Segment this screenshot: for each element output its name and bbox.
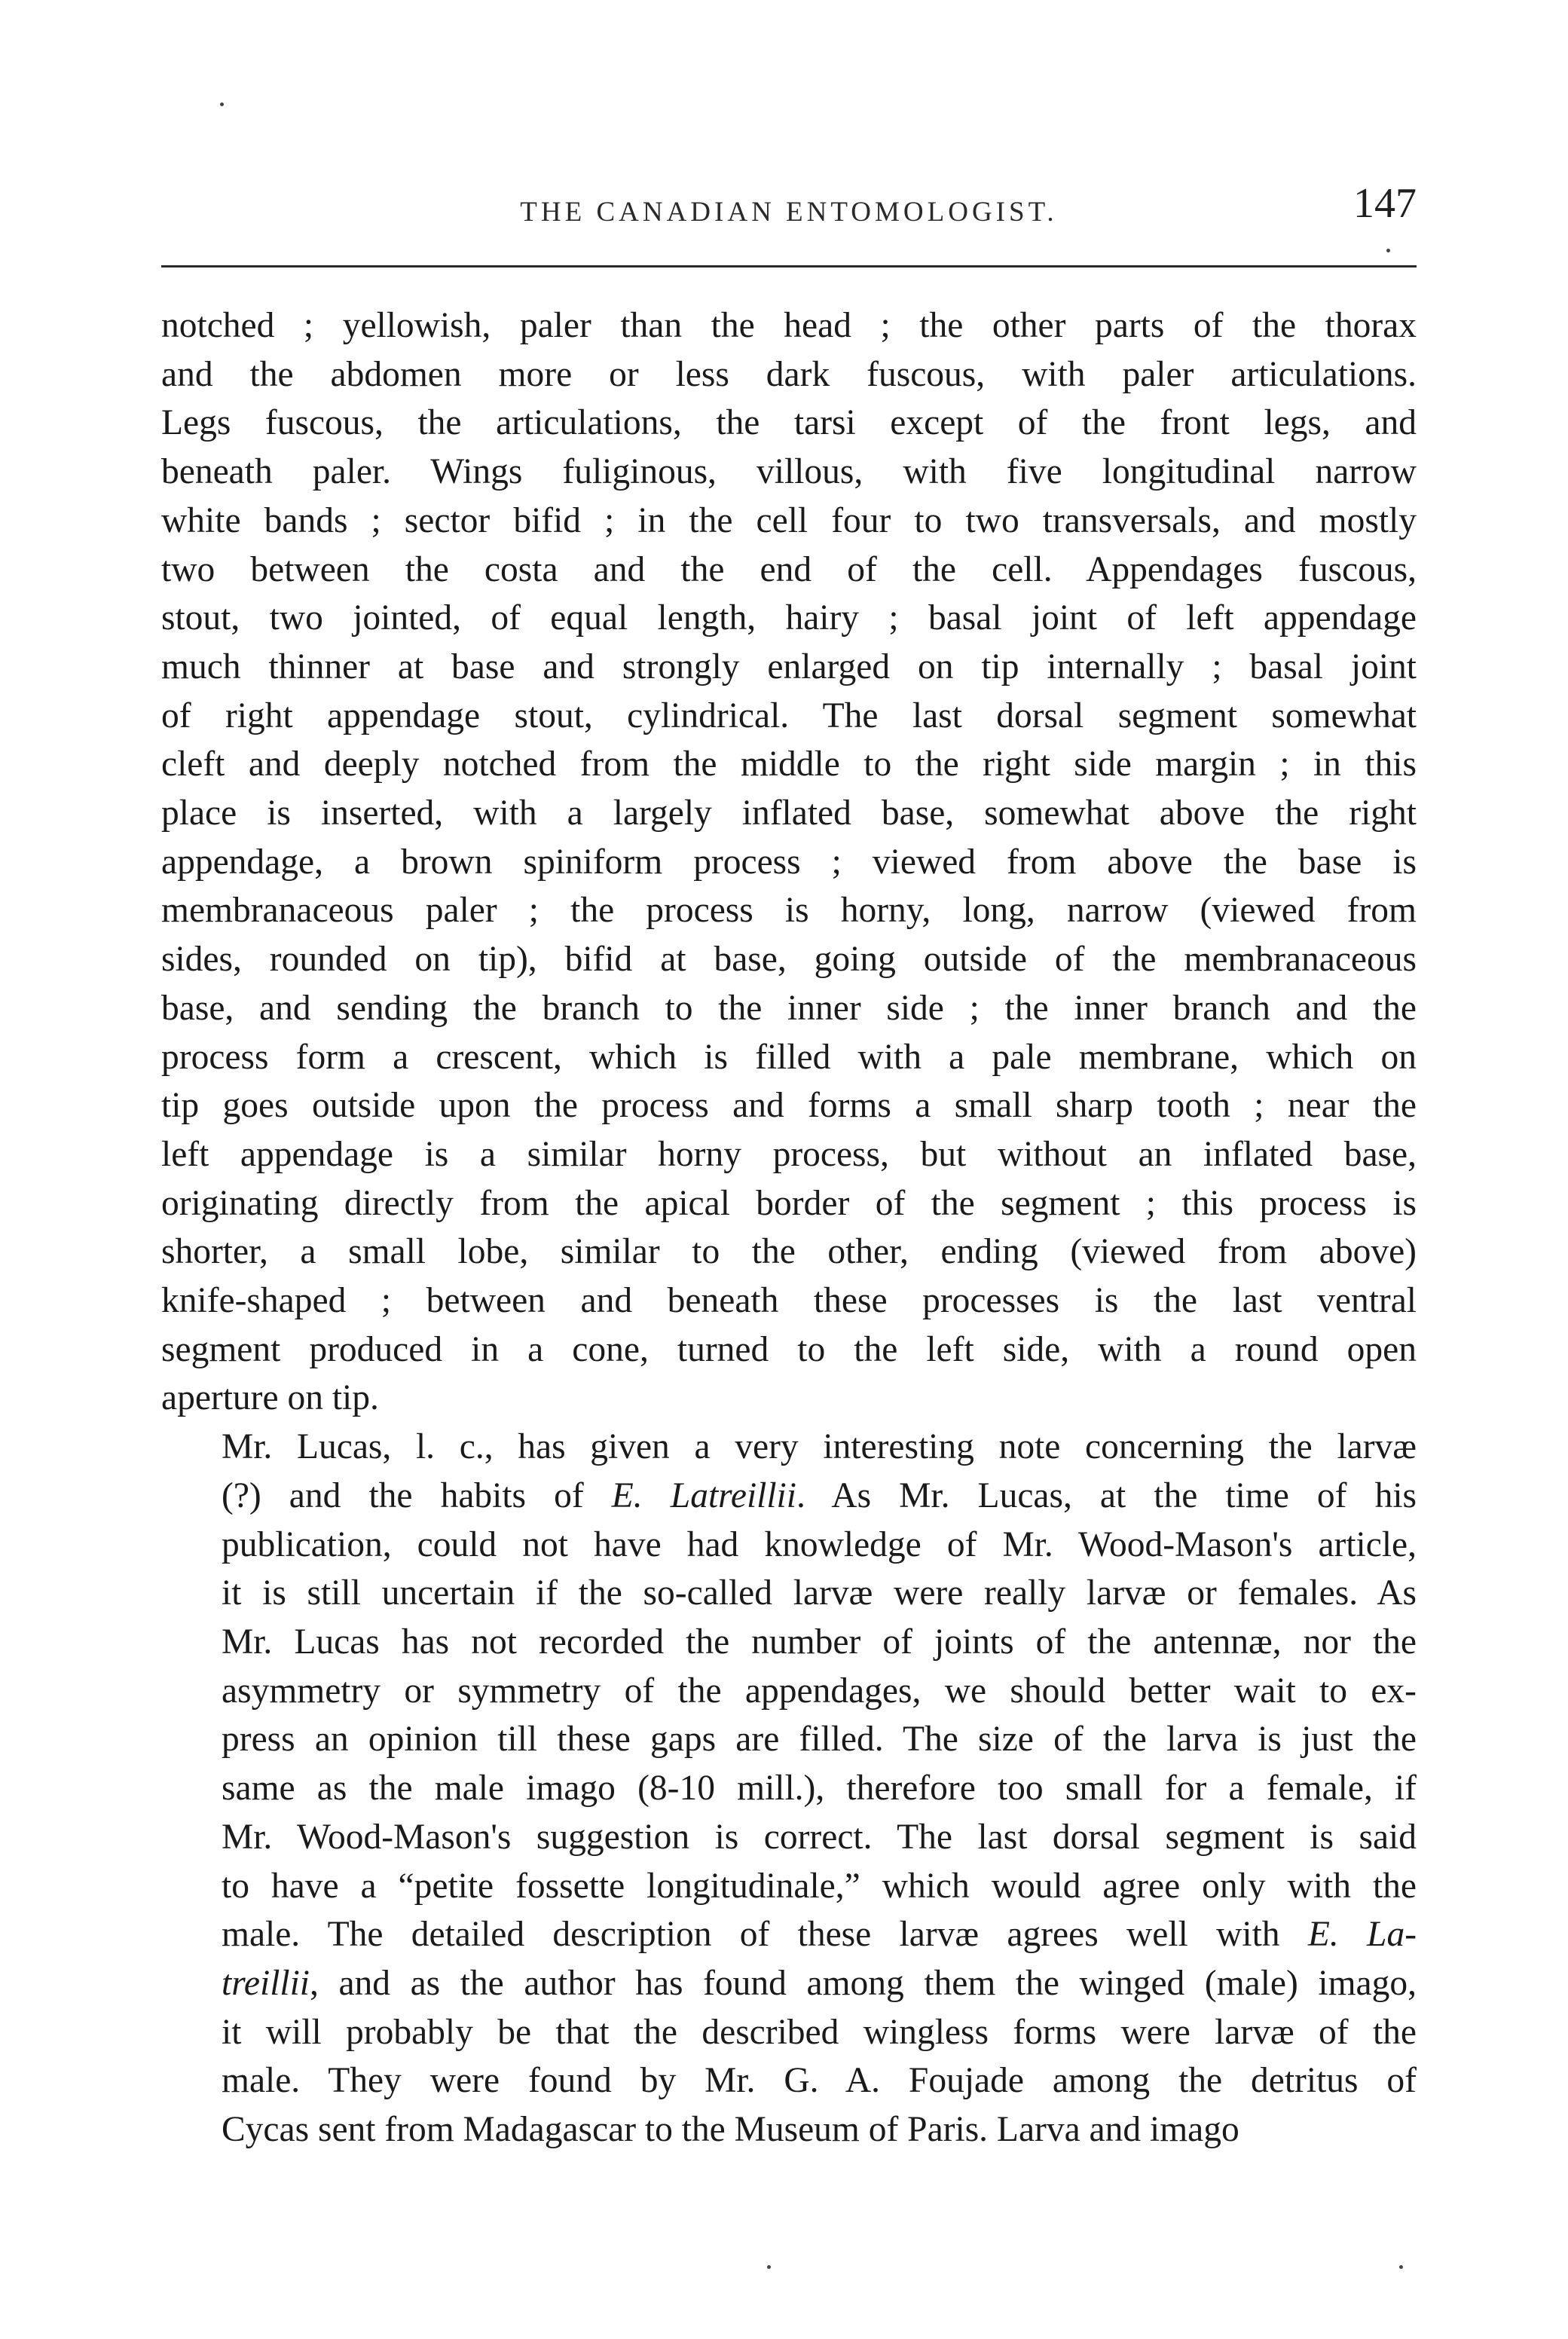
print-speck <box>1386 249 1390 252</box>
text-line: asymmetry or symmetry of the appendages, we should better wait to ex- <box>222 1671 1417 1711</box>
text-line: white bands ; sector bifid ; in the cell four to two transversals, and mostly <box>161 500 1417 540</box>
running-head <box>161 179 1417 240</box>
text-line: Mr. Wood-Mason's suggestion is correct. The last dorsal segment is said <box>222 1817 1417 1857</box>
text-line: treillii, and as the author has found among them the winged (male) imago, <box>222 1963 1417 2003</box>
text-line: membranaceous paler ; the process is horny, long, narrow (viewed from <box>161 891 1417 931</box>
text-line: male. They were found by Mr. G. A. Foujade among the detritus of <box>222 2061 1417 2101</box>
text-line: shorter, a small lobe, similar to the other, ending (viewed from above) <box>161 1232 1417 1272</box>
text-line: originating directly from the apical border of the segment ; this process is <box>161 1183 1417 1223</box>
text-line: aperture on tip. <box>161 1378 379 1418</box>
text-line: of right appendage stout, cylindrical. The last dorsal segment somewhat <box>161 696 1417 735</box>
text-line: notched ; yellowish, paler than the head ; the other parts of the thorax <box>161 306 1417 345</box>
text-line: Legs fuscous, the articulations, the tarsi except of the front legs, and <box>161 403 1417 443</box>
text-line: it will probably be that the described wingless forms were larvæ of the <box>222 2012 1417 2052</box>
body-text <box>161 301 1417 2154</box>
text-line: process form a crescent, which is filled with a pale membrane, which on <box>161 1037 1417 1077</box>
text-line: left appendage is a similar horny process, but without an inflated base, <box>161 1134 1417 1174</box>
text-line: same as the male imago (8-10 mill.), therefore too small for a female, if <box>222 1769 1417 1809</box>
page-number: 147 <box>1353 180 1417 227</box>
text-line: publication, could not have had knowledge of Mr. Wood-Mason's article, <box>222 1524 1417 1564</box>
text-line: it is still uncertain if the so-called larvæ were really larvæ or females. As <box>222 1573 1417 1613</box>
header-rule <box>161 265 1417 268</box>
paragraph <box>161 301 1417 1423</box>
text-line: appendage, a brown spiniform process ; viewed from above the base is <box>161 842 1417 882</box>
text-line: Mr. Lucas has not recorded the number of joints of the antennæ, nor the <box>222 1622 1417 1662</box>
text-line: tip goes outside upon the process and forms a small sharp tooth ; near the <box>161 1086 1417 1126</box>
paragraph <box>161 1423 1417 2154</box>
text-line: stout, two jointed, of equal length, hairy ; basal joint of left appendage <box>161 598 1417 638</box>
text-line: male. The detailed description of these larvæ agrees well with E. La- <box>222 1915 1417 1955</box>
print-speck <box>220 102 224 106</box>
text-line: two between the costa and the end of the cell. Appendages fuscous, <box>161 549 1417 589</box>
text-line: press an opinion till these gaps are filled. The size of the larva is just the <box>222 1720 1417 1760</box>
text-line: sides, rounded on tip), bifid at base, going outside of the membranaceous <box>161 940 1417 980</box>
running-title: THE CANADIAN ENTOMOLOGIST. <box>520 197 1058 228</box>
text-line: to have a “petite fossette longitudinale,” which would agree only with the <box>222 1866 1417 1906</box>
text-line: base, and sending the branch to the inner side ; the inner branch and the <box>161 988 1417 1028</box>
text-line: cleft and deeply notched from the middle to the right side margin ; in this <box>161 745 1417 784</box>
text-line: much thinner at base and strongly enlarged on tip internally ; basal joint <box>161 647 1417 686</box>
text-line: place is inserted, with a largely inflated base, somewhat above the right <box>161 793 1417 833</box>
text-line: (?) and the habits of E. Latreillii. As Mr. Lucas, at the time of his <box>222 1475 1417 1515</box>
print-speck <box>1399 2265 1403 2269</box>
text-line: Mr. Lucas, l. c., has given a very interesting note concerning the larvæ <box>222 1427 1417 1467</box>
text-line: segment produced in a cone, turned to the left side, with a round open <box>161 1329 1417 1369</box>
text-line: knife-shaped ; between and beneath these processes is the last ventral <box>161 1281 1417 1321</box>
print-speck <box>767 2265 771 2269</box>
text-line: Cycas sent from Madagascar to the Museum of Paris. Larva and imago <box>222 2110 1239 2150</box>
text-line: beneath paler. Wings fuliginous, villous, with five longitudinal narrow <box>161 452 1417 492</box>
text-line: and the abdomen more or less dark fuscous, with paler articulations. <box>161 354 1417 394</box>
